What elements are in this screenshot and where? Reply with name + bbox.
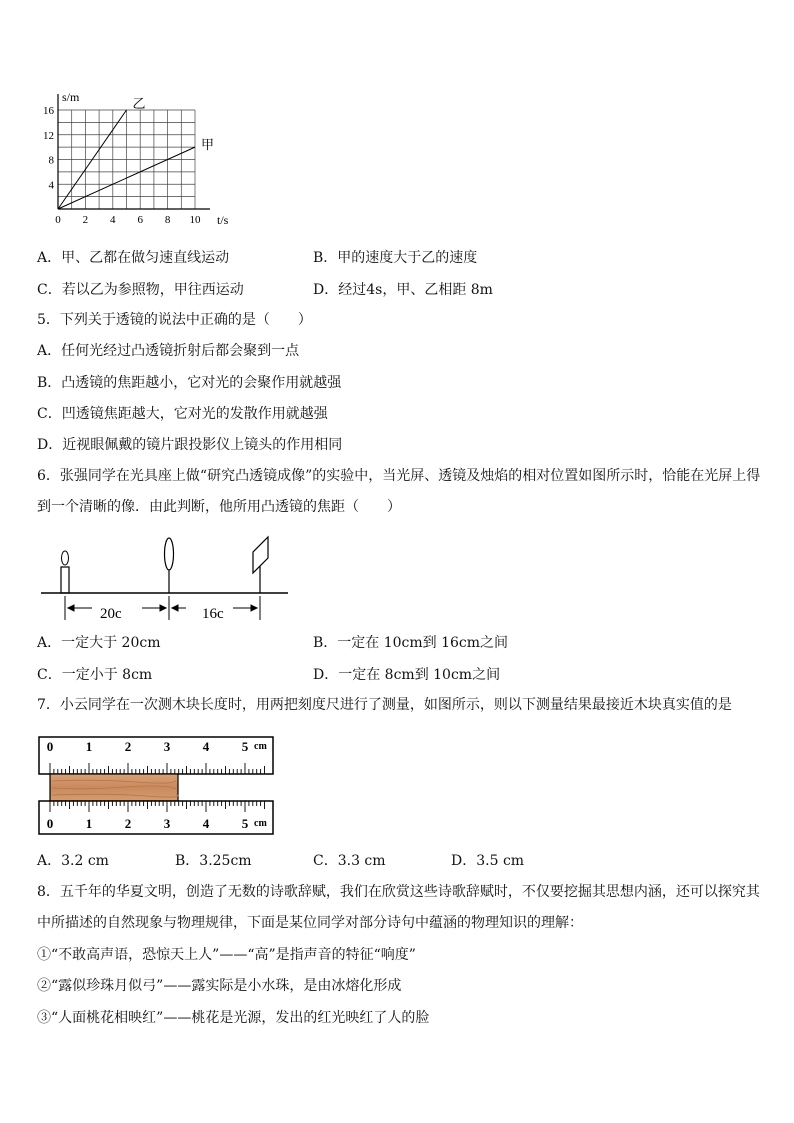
graph-axes [58,94,210,209]
q6-option-c: C．一定小于 8cm [37,667,153,683]
x-tick-label: 0 [55,214,61,226]
ruler-number: 1 [85,816,93,831]
ruler-number: 4 [202,816,210,831]
ruler-number: 5 [241,816,249,831]
q4-option-c: C．若以乙为参照物，甲往西运动 [37,282,244,298]
graph-grid [58,110,195,209]
convex-lens [165,538,174,593]
series-label: 甲 [201,137,215,153]
x-tick-label: 10 [189,214,201,226]
q8-item-1: ①“不敢高声语，恐惊天上人”——“高”是指声音的特征“响度” [37,947,416,963]
q6-option-d: D．一定在 8cm到 10cm之间 [313,667,501,683]
x-axis-label: t/s [217,213,229,227]
q5-option-a: A．任何光经过凸透镜折射后都会聚到一点 [37,343,300,359]
wood-block [50,774,178,801]
y-tick-label: 4 [48,179,54,192]
bottom-ruler [39,801,273,834]
q7-option-d: D．3.5 cm [451,853,525,869]
distance-label-left: 20c [100,606,122,622]
y-tick-label: 12 [43,129,54,142]
q8-stem-line-1: 8．五千年的华夏文明，创造了无数的诗歌辞赋，我们在欣赏这些诗歌辞赋时，不仅要挖掘其思想内涵，还可以探究其 [37,884,760,900]
q6-option-a: A．一定大于 20cm [37,635,161,651]
ruler-number: 5 [241,739,249,754]
ruler-number: 3 [163,739,171,754]
q8-item-2: ②“露似珍珠月似弓”——露实际是小水珠，是由冰熔化形成 [37,978,402,994]
q7-option-c: C．3.3 cm [313,853,386,869]
q6-stem-line-2: 到一个清晰的像．由此判断，他所用凸透镜的焦距（ ） [37,499,401,515]
q5-option-c: C．凹透镜焦距越大，它对光的发散作用就越强 [37,406,328,422]
y-tick-label: 16 [43,105,54,117]
x-tick-label: 4 [110,214,116,226]
x-tick-label: 2 [82,214,89,226]
distance-label-right: 16c [202,606,224,622]
series-label: 乙 [132,96,146,111]
ruler-number: 0 [46,816,54,831]
top-ruler [39,737,273,774]
q4-option-d: D．经过4s，甲、乙相距 8m [313,282,493,298]
q5-stem: 5．下列关于透镜的说法中正确的是（ ） [37,312,312,328]
q6-stem-line-1: 6．张强同学在光具座上做“研究凸透镜成像”的实验中，当光屏、透镜及烛焰的相对位置如图所示时，恰能在光屏上得 [37,468,761,484]
ruler-number: 3 [163,816,171,831]
q4-option-a: A．甲、乙都在做匀速直线运动 [37,250,230,266]
q5-option-b: B．凸透镜的焦距越小，它对光的会聚作用就越强 [37,375,342,391]
q7-option-a: A．3.2 cm [37,853,109,869]
ruler-number: 4 [202,739,210,754]
ruler-unit: cm [254,741,267,752]
y-tick-label: 8 [48,154,54,167]
q4-option-b: B．甲的速度大于乙的速度 [313,250,478,266]
q7-stem: 7．小云同学在一次测木块长度时，用两把刻度尺进行了测量，如图所示，则以下测量结果最接近木块真实值的是 [37,697,732,713]
q8-item-3: ③“人面桃花相映红”——桃花是光源，发出的红光映红了人的脸 [37,1010,430,1026]
y-axis-label: s/m [62,90,80,104]
optical-bench-figure [36,534,296,628]
q7-option-b: B．3.25cm [175,853,252,869]
ruler-unit: cm [254,818,267,829]
q6-option-b: B．一定在 10cm到 16cm之间 [313,635,509,651]
graph-series [58,96,214,209]
dimension-markers [65,596,260,620]
q8-stem-line-2: 中所描述的自然现象与物理规律，下面是某位同学对部分诗句中蕴涵的物理知识的理解： [37,915,583,931]
ruler-number: 2 [124,816,132,831]
light-screen [253,537,268,593]
ruler-figure [36,734,278,838]
x-tick-label: 8 [164,214,171,226]
candle [61,551,69,593]
ruler-number: 1 [85,739,93,754]
x-tick-label: 6 [137,214,143,226]
s-t-graph [30,86,240,231]
ruler-number: 2 [124,739,132,754]
q5-option-d: D．近视眼佩戴的镜片跟投影仪上镜头的作用相同 [37,437,343,453]
graph-ticks [43,105,201,226]
ruler-number: 0 [46,739,54,754]
